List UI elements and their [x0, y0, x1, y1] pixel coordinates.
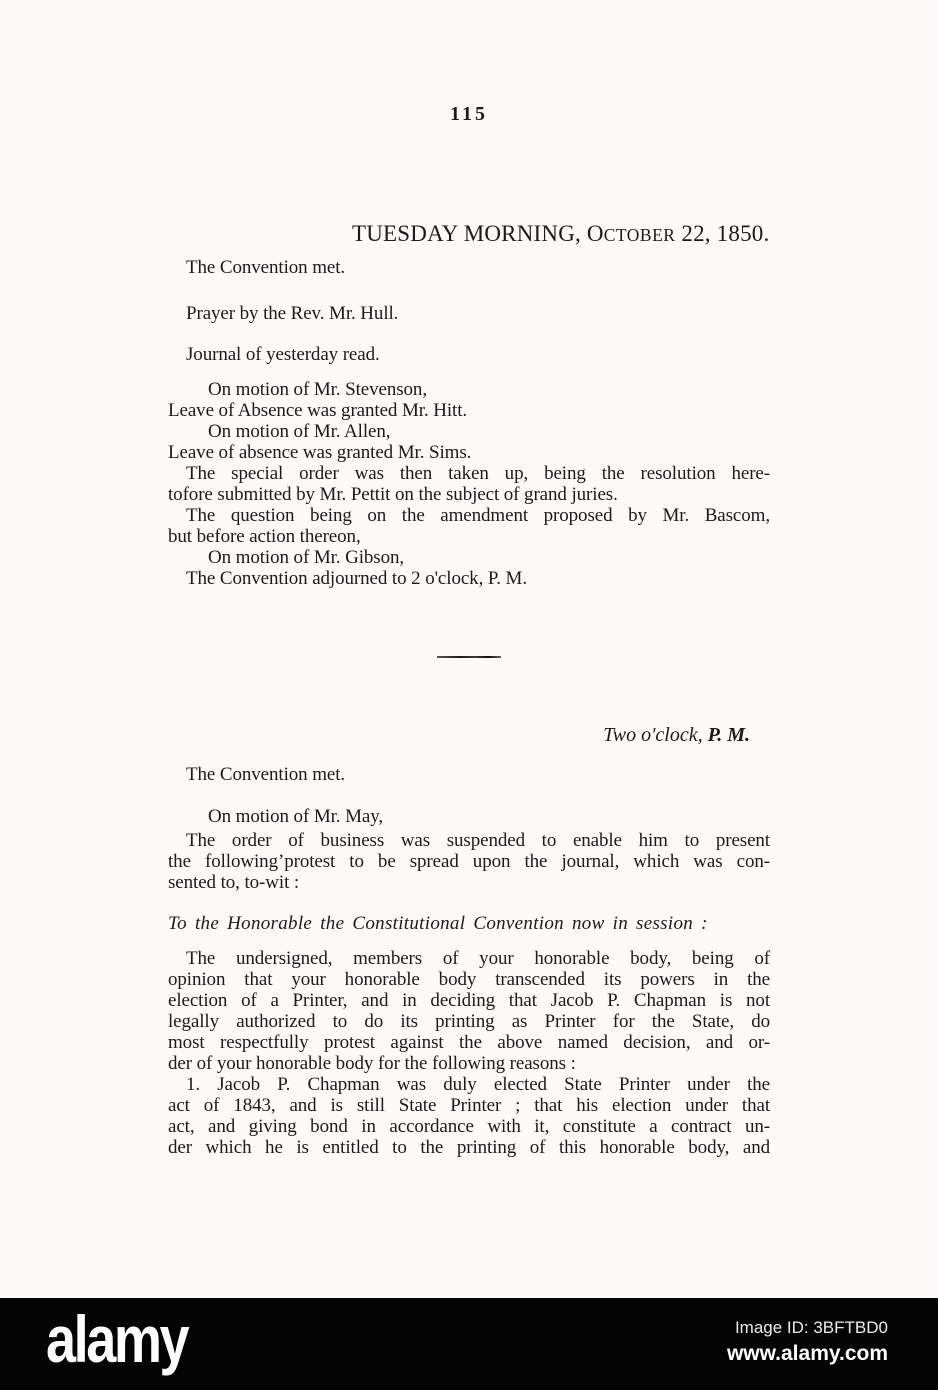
proceedings-line: On motion of Mr. Allen, [208, 421, 391, 442]
session-heading [352, 221, 769, 247]
protest-body [168, 948, 770, 1158]
protest-line: opinion that your honorable body transcended its powers in the [168, 969, 770, 990]
proceedings-line: On motion of Mr. Stevenson, [208, 379, 427, 400]
proceedings-line: but before action thereon, [168, 526, 361, 547]
salutation-line: To the Honorable the Constitutional Convention now in session : [168, 913, 708, 934]
section-divider-rule [437, 656, 501, 658]
page-number: 115 [450, 103, 488, 125]
time-text: Two o'clock, [603, 724, 708, 746]
order-line: sented to, to-wit : [168, 872, 300, 893]
protest-line: election of a Printer, and in deciding that Jacob P. Chapman is not [168, 990, 770, 1011]
text-line: On motion of Mr. May, [208, 806, 384, 827]
text-line: The Convention met. [186, 764, 346, 785]
afternoon-session-time [168, 724, 770, 747]
alamy-logo: alamy [46, 1302, 188, 1376]
motion-may-block [168, 806, 770, 827]
proceedings-line: The special order was then taken up, being the resolution here- [186, 463, 770, 484]
watermark-bar [0, 1298, 938, 1390]
proceedings-line: Leave of absence was granted Mr. Sims. [168, 442, 472, 463]
watermark-url: www.alamy.com [726, 1342, 888, 1365]
watermark-image-id: Image ID: 3BFTBD0 [734, 1318, 888, 1337]
order-line: The order of business was suspended to enable him to present [186, 830, 770, 851]
protest-line: The undersigned, members of your honorable body, being of [186, 948, 770, 969]
reason-line: 1. Jacob P. Chapman was duly elected State Printer under the [186, 1074, 770, 1095]
proceedings-line: On motion of Mr. Gibson, [208, 547, 405, 568]
proceedings-line: tofore submitted by Mr. Pettit on the subject of grand juries. [168, 484, 618, 505]
reason-line: act, and giving bond in accordance with it, constitute a contract un- [168, 1116, 770, 1137]
journal-line-block [168, 344, 770, 365]
reason-line: der which he is entitled to the printing of this honorable body, and [168, 1137, 770, 1158]
morning-proceedings [168, 379, 770, 589]
time-pm-text: P. M. [707, 724, 750, 746]
proceedings-line: The Convention adjourned to 2 o'clock, P. M. [186, 568, 527, 589]
order-of-business-paragraph [168, 830, 770, 893]
protest-line: der of your honorable body for the following reasons : [168, 1053, 576, 1074]
prayer-line-block [168, 303, 770, 324]
proceedings-line: The question being on the amendment proposed by Mr. Bascom, [186, 505, 770, 526]
afternoon-convention-met [168, 764, 770, 785]
order-line: the following’protest to be spread upon the journal, which was con- [168, 851, 770, 872]
protest-line: legally authorized to do its printing as Printer for the State, do [168, 1011, 770, 1032]
heading-month-smallcaps: CTOBER [603, 225, 676, 245]
heading-prefix: TUESDAY MORNING, O [352, 221, 604, 246]
reason-line: act of 1843, and is still State Printer ; that his election under that [168, 1095, 770, 1116]
protest-line: most respectfully protest against the above named decision, and or- [168, 1032, 770, 1053]
heading-suffix: 22, 1850. [675, 221, 770, 246]
text-line: Journal of yesterday read. [186, 344, 380, 365]
proceedings-line: Leave of Absence was granted Mr. Hitt. [168, 400, 468, 421]
text-line: Prayer by the Rev. Mr. Hull. [186, 303, 399, 324]
protest-salutation-block [168, 913, 770, 934]
morning-convention-met [168, 257, 770, 278]
watermark-info [727, 1318, 888, 1366]
text-line: The Convention met. [186, 257, 346, 278]
